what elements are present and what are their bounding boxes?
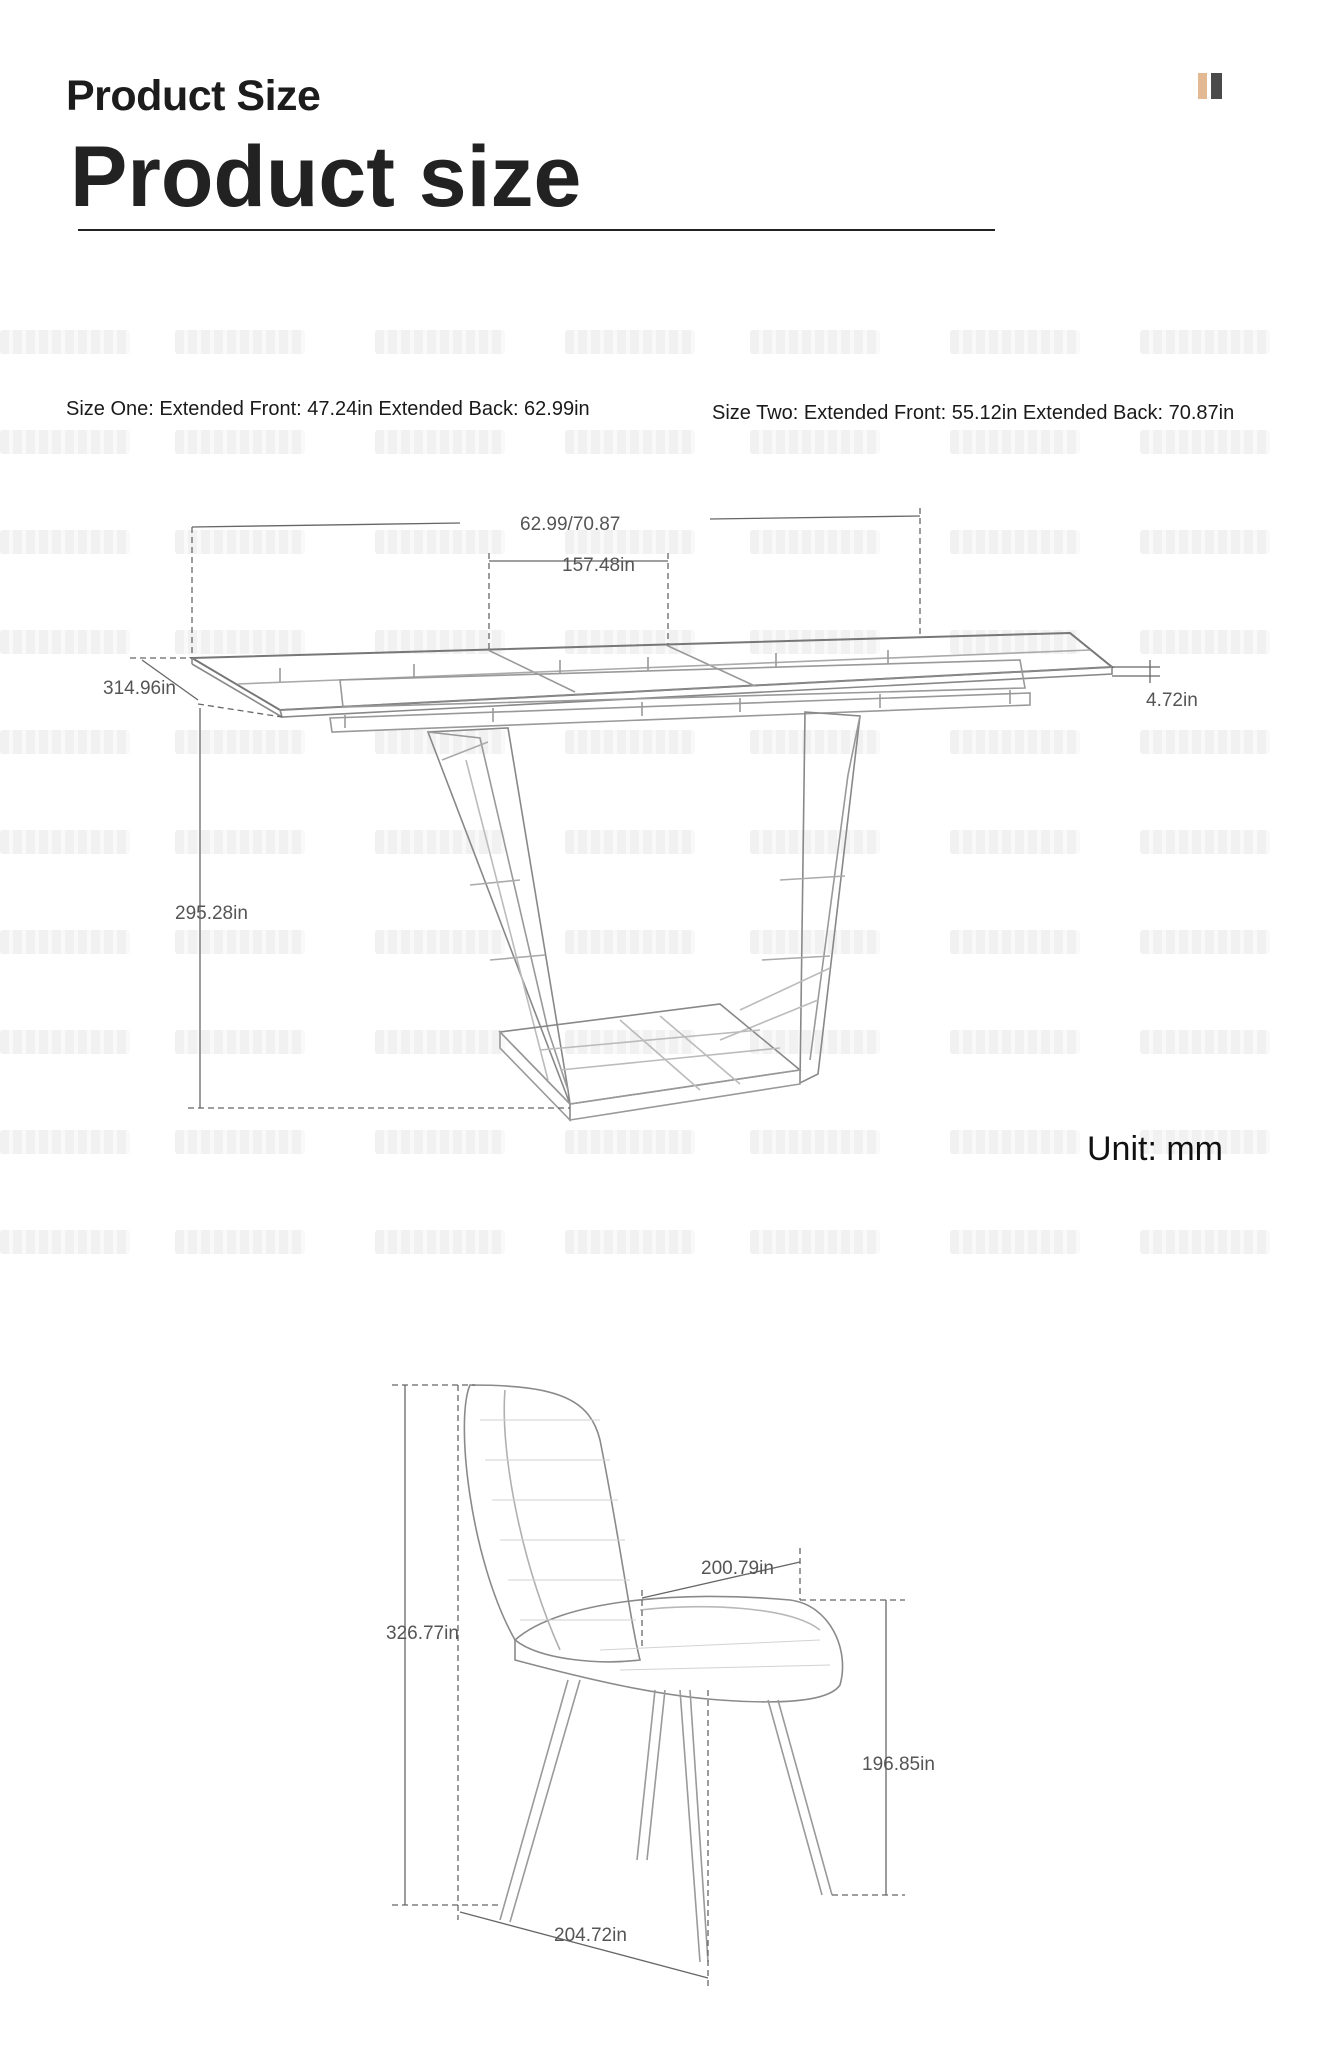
table-drawing	[192, 633, 1112, 1120]
table-length-label: 62.99/70.87	[520, 514, 621, 535]
chair-base-width-label: 204.72in	[554, 1925, 627, 1946]
chair-drawing	[464, 1385, 842, 1962]
table-thickness-label: 4.72in	[1146, 690, 1198, 711]
table-height-label: 295.28in	[175, 903, 248, 924]
chair-seat-depth-label: 200.79in	[701, 1558, 774, 1579]
unit-label: Unit: mm	[1087, 1130, 1223, 1168]
chair-height-label: 326.77in	[386, 1623, 459, 1644]
table-extension-label: 157.48in	[562, 555, 635, 576]
size-two-label: Size Two: Extended Front: 55.12in Extended Back: 70.87in	[712, 402, 1235, 424]
image-title: Product size	[70, 129, 582, 225]
section-title: Product Size	[66, 72, 321, 120]
table-depth-label: 314.96in	[103, 678, 176, 699]
chair-seat-height-label: 196.85in	[862, 1754, 935, 1775]
size-one-label: Size One: Extended Front: 47.24in Extended Back: 62.99in	[66, 398, 590, 420]
chair-dimension-lines	[392, 1385, 905, 1990]
table-dimension-lines	[130, 508, 1160, 1108]
